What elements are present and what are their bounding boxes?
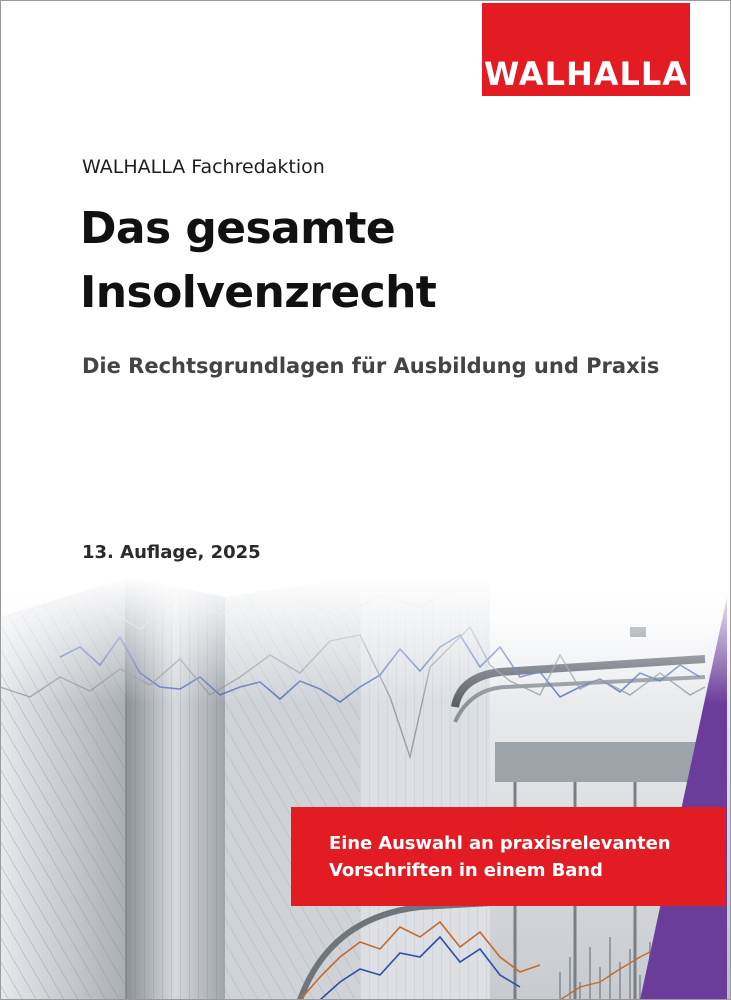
feature-callout-line-2: Vorschriften in einem Band: [329, 860, 603, 881]
book-title: [80, 197, 640, 325]
publisher-logo-text: WALHALLA: [483, 55, 689, 93]
book-subtitle: Die Rechtsgrundlagen für Ausbildung und Praxis: [82, 354, 660, 378]
cover-photo: [0, 577, 731, 1000]
book-title-line-1: Das gesamte: [80, 203, 396, 254]
edition-label: 13. Auflage, 2025: [82, 542, 261, 563]
author-line: WALHALLA Fachredaktion: [82, 156, 325, 178]
book-title-line-2: Insolvenzrecht: [80, 267, 437, 318]
publisher-logo: [482, 3, 690, 96]
feature-callout: [291, 807, 725, 906]
feature-callout-text: [329, 830, 670, 884]
feature-callout-line-1: Eine Auswahl an praxisrelevanten: [329, 833, 671, 854]
